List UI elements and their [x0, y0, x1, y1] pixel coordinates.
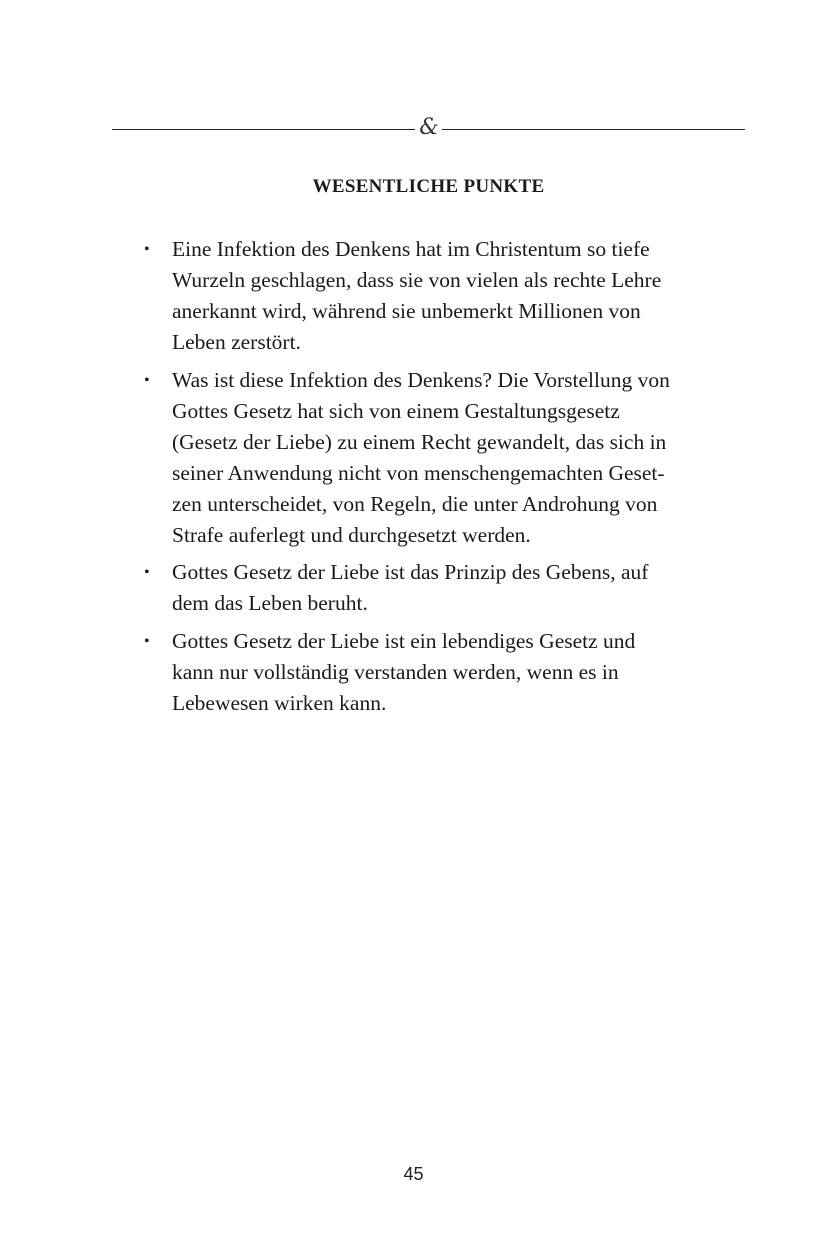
text-line: kann nur vollständig verstanden werden, wenn es in — [172, 659, 619, 684]
ornamental-divider — [112, 115, 745, 142]
ampersand-ornament-icon: & — [419, 115, 439, 140]
text-line: anerkannt wird, während sie unbemerkt Millionen von — [172, 299, 641, 323]
list-item — [144, 365, 720, 551]
bullet-icon: • — [144, 632, 150, 650]
text-line: Eine Infektion des Denkens hat im Christentum so tiefe — [172, 237, 650, 261]
list-item — [144, 557, 720, 619]
text-line: Lebewesen wirken kann. — [172, 690, 387, 715]
text-line: zen unterscheidet, von Regeln, die unter Androhung von — [172, 491, 658, 516]
text-line: Strafe auferlegt und durchgesetzt werden. — [172, 522, 531, 547]
list-item-text — [172, 626, 720, 719]
section-heading: WESENTLICHE PUNKTE — [312, 176, 545, 197]
text-line: seiner Anwendung nicht von menschengemachten Geset- — [172, 460, 665, 485]
page-number: 45 — [403, 1164, 424, 1184]
bullet-icon: • — [144, 564, 150, 581]
text-line: dem das Leben beruht. — [172, 591, 368, 615]
text-line: Was ist diese Infektion des Denkens? Die Vorstellung von — [172, 367, 670, 392]
list-item — [144, 234, 720, 358]
text-line: Leben zerstört. — [172, 330, 301, 354]
key-points-list — [144, 234, 720, 725]
bullet-icon: • — [144, 241, 150, 258]
text-line: (Gesetz der Liebe) zu einem Recht gewandelt, das sich in — [172, 429, 667, 454]
list-item-text — [172, 557, 720, 619]
divider-line-right — [442, 129, 745, 130]
divider-line-left — [112, 129, 415, 130]
text-line: Gottes Gesetz der Liebe ist ein lebendiges Gesetz und — [172, 628, 636, 653]
list-item-text — [172, 365, 720, 551]
text-line: Wurzeln geschlagen, dass sie von vielen als rechte Lehre — [172, 268, 662, 292]
text-line: Gottes Gesetz hat sich von einem Gestaltungsgesetz — [172, 398, 620, 423]
list-item — [144, 626, 720, 719]
bullet-icon: • — [144, 371, 150, 389]
list-item-text — [172, 234, 720, 358]
text-line: Gottes Gesetz der Liebe ist das Prinzip des Gebens, auf — [172, 560, 649, 584]
